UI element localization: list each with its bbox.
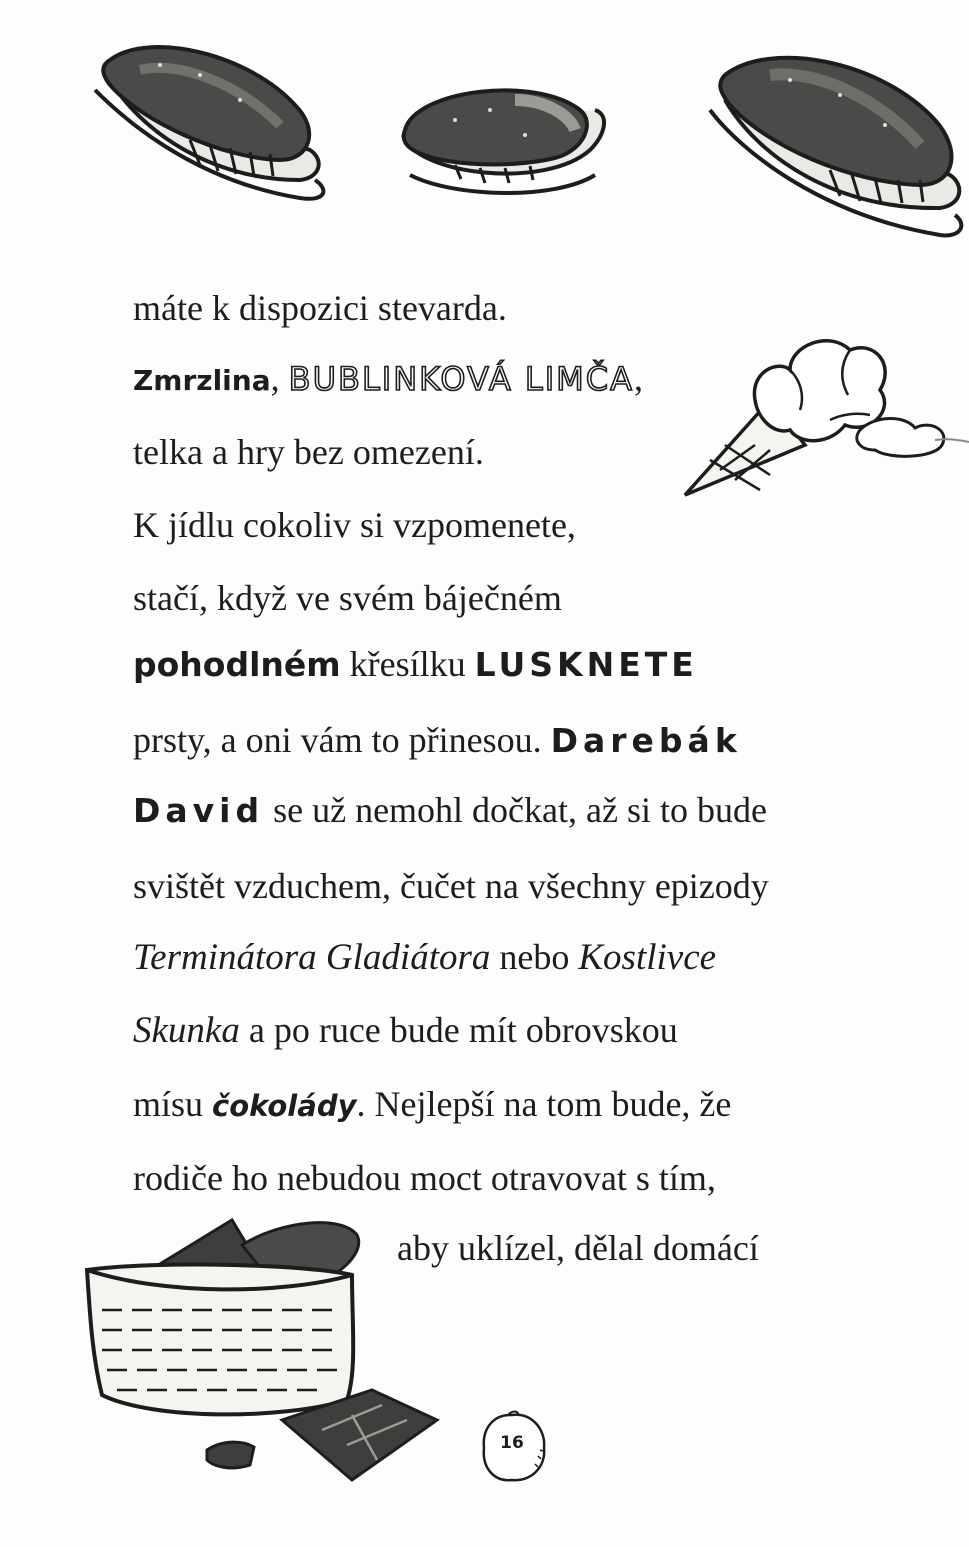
word-david: David: [133, 791, 265, 830]
line-text: . Nejlepší na tom bude, že: [356, 1084, 732, 1124]
line-text: a po ruce bude mít obrovskou: [248, 1010, 678, 1050]
text-line-3: [133, 430, 484, 474]
line-text: telka a hry bez omezení.: [133, 432, 484, 472]
text-line-13: [133, 1156, 716, 1200]
text-line-5: [133, 576, 562, 620]
word-lusknete: LUSKNETE: [474, 645, 698, 684]
chocolate-basket-icon: [82, 1215, 442, 1500]
line-text: křesílku: [349, 644, 466, 684]
text-line-11: [133, 1008, 678, 1053]
word-zmrzlina: Zmrzlina: [133, 364, 271, 397]
title-terminatora-gladiatora: Terminátora Gladiátora: [133, 937, 491, 978]
word-bublinkova-limca: BUBLINKOVÁ LIMČA: [288, 360, 635, 398]
text-line-2: [133, 356, 643, 403]
line-text: K jídlu cokoliv si vzpomenete,: [133, 505, 576, 545]
line-text: se už nemohl dočkat, až si to bude: [273, 790, 767, 830]
title-skunka: Skunka: [133, 1010, 240, 1051]
text-line-10: [133, 935, 716, 980]
line-text: prsty, a oni vám to přinesou.: [133, 720, 542, 760]
comma: ,: [634, 358, 644, 398]
text-line-9: [133, 864, 769, 908]
word-pohodlnem: pohodlném: [133, 645, 341, 684]
line-text: nebo: [499, 937, 570, 977]
page-number: 16: [500, 1433, 524, 1453]
comma: ,: [270, 358, 280, 398]
text-line-6: [133, 642, 698, 687]
line-text: svištět vzduchem, čučet na všechny epizody: [133, 866, 769, 906]
text-line-12: [133, 1082, 731, 1128]
title-kostlivce: Kostlivce: [578, 937, 717, 978]
line-text: máte k dispozici stevarda.: [133, 288, 507, 328]
sandwich-right-icon: [700, 40, 969, 250]
line-text: rodiče ho nebudou moct otravovat s tím,: [133, 1158, 716, 1198]
sandwich-middle-icon: [395, 80, 620, 205]
ice-cream-cone-icon: [680, 320, 969, 505]
text-line-14: [397, 1226, 759, 1270]
text-line-7: [133, 718, 742, 763]
word-darebak: Darebák: [550, 721, 742, 760]
line-text: aby uklízel, dělal domácí: [397, 1228, 759, 1268]
sandwich-left-icon: [80, 30, 340, 215]
text-line-1: [133, 286, 507, 330]
text-line-8: [133, 788, 767, 833]
text-line-4: [133, 503, 576, 547]
word-cokolady: čokolády: [212, 1089, 357, 1123]
line-text: stačí, když ve svém báječném: [133, 578, 562, 618]
line-text: mísu: [133, 1084, 204, 1124]
